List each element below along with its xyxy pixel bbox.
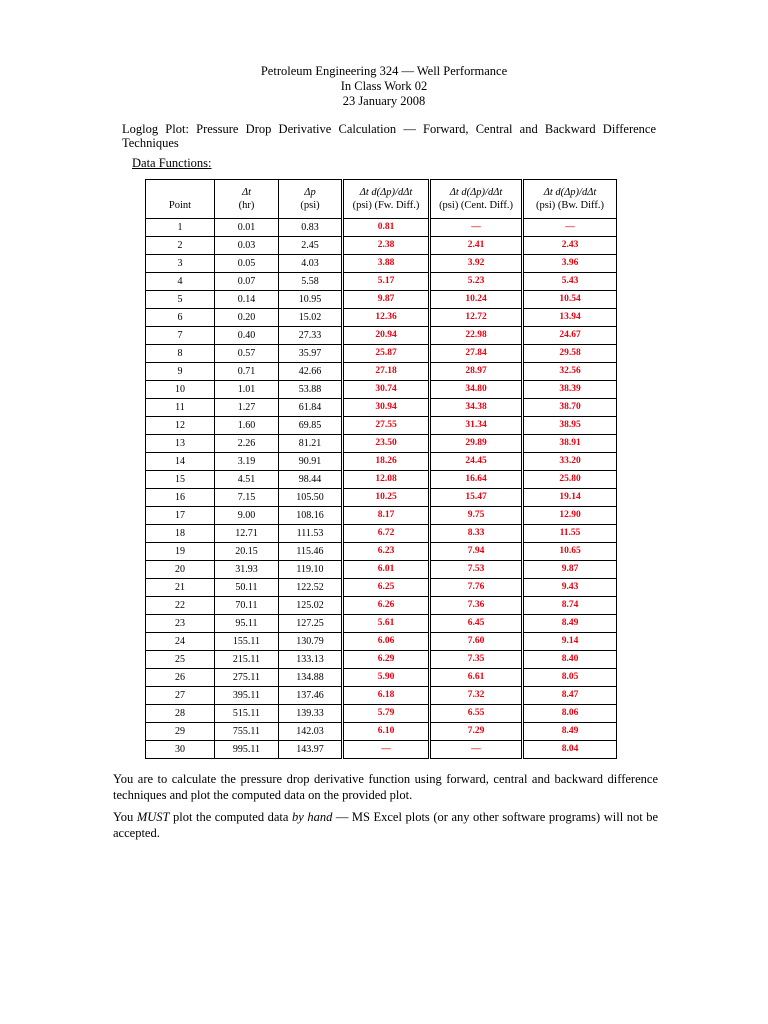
table-row <box>146 579 617 597</box>
cell-backward-diff: 33.20 <box>523 453 617 471</box>
header-point: Point <box>146 180 215 219</box>
cell-central-diff: 34.38 <box>430 399 523 417</box>
cell-forward-diff: 18.26 <box>343 453 430 471</box>
cell-backward-diff: 8.74 <box>523 597 617 615</box>
cell-point: 16 <box>146 489 215 507</box>
cell-delta-p: 130.79 <box>279 633 343 651</box>
cell-delta-p: 5.58 <box>279 273 343 291</box>
cell-backward-diff: 8.05 <box>523 669 617 687</box>
instruction-text: — MS Excel plots (or any other software programs) will not be accepted. <box>113 810 659 840</box>
cell-point: 5 <box>146 291 215 309</box>
cell-delta-p: 4.03 <box>279 255 343 273</box>
cell-forward-diff: 20.94 <box>343 327 430 345</box>
cell-forward-diff: 6.72 <box>343 525 430 543</box>
table-row <box>146 525 617 543</box>
cell-point: 21 <box>146 579 215 597</box>
cell-central-diff: 6.55 <box>430 705 523 723</box>
cell-central-diff: 10.24 <box>430 291 523 309</box>
cell-backward-diff: 38.95 <box>523 417 617 435</box>
cell-point: 9 <box>146 363 215 381</box>
assignment-title: In Class Work 02 <box>340 79 428 93</box>
cell-forward-diff: 6.26 <box>343 597 430 615</box>
document-header <box>0 64 768 109</box>
instruction-text: plot the computed data <box>169 810 292 824</box>
cell-central-diff: 27.84 <box>430 345 523 363</box>
cell-central-diff: 7.36 <box>430 597 523 615</box>
table-row <box>146 471 617 489</box>
cell-delta-p: 139.33 <box>279 705 343 723</box>
table-row <box>146 399 617 417</box>
cell-central-diff: 9.75 <box>430 507 523 525</box>
table-row <box>146 633 617 651</box>
cell-delta-p: 90.91 <box>279 453 343 471</box>
header-delta-t: Δt (hr) <box>215 180 279 219</box>
cell-forward-diff: 2.38 <box>343 237 430 255</box>
cell-central-diff: 7.32 <box>430 687 523 705</box>
cell-forward-diff: 9.87 <box>343 291 430 309</box>
cell-forward-diff: 3.88 <box>343 255 430 273</box>
table-row <box>146 687 617 705</box>
table-row <box>146 489 617 507</box>
cell-point: 11 <box>146 399 215 417</box>
data-table <box>145 179 617 759</box>
cell-point: 2 <box>146 237 215 255</box>
cell-central-diff: 31.34 <box>430 417 523 435</box>
header-backward-diff: Δt d(Δp)/dΔt (psi) (Bw. Diff.) <box>523 180 617 219</box>
cell-delta-p: 2.45 <box>279 237 343 255</box>
cell-backward-diff: 19.14 <box>523 489 617 507</box>
cell-forward-diff: 12.08 <box>343 471 430 489</box>
cell-forward-diff: 6.18 <box>343 687 430 705</box>
cell-delta-p: 53.88 <box>279 381 343 399</box>
data-functions-label: Data Functions: <box>132 156 212 170</box>
cell-forward-diff: 10.25 <box>343 489 430 507</box>
cell-forward-diff: 5.90 <box>343 669 430 687</box>
cell-delta-p: 69.85 <box>279 417 343 435</box>
cell-backward-diff: 3.96 <box>523 255 617 273</box>
cell-forward-diff: 5.17 <box>343 273 430 291</box>
cell-backward-diff: 5.43 <box>523 273 617 291</box>
cell-forward-diff: — <box>343 741 430 759</box>
emphasis-by-hand: by hand <box>291 810 333 824</box>
instruction-paragraph-2 <box>113 809 658 841</box>
cell-backward-diff: 8.49 <box>523 615 617 633</box>
cell-delta-p: 42.66 <box>279 363 343 381</box>
table-row <box>146 507 617 525</box>
table-row <box>146 597 617 615</box>
cell-delta-t: 0.71 <box>215 363 279 381</box>
cell-backward-diff: 8.49 <box>523 723 617 741</box>
cell-forward-diff: 6.10 <box>343 723 430 741</box>
cell-forward-diff: 6.06 <box>343 633 430 651</box>
cell-forward-diff: 30.74 <box>343 381 430 399</box>
cell-forward-diff: 6.23 <box>343 543 430 561</box>
cell-backward-diff: 11.55 <box>523 525 617 543</box>
course-title: Petroleum Engineering 324 — Well Performance <box>260 64 508 78</box>
cell-backward-diff: 38.91 <box>523 435 617 453</box>
cell-central-diff: — <box>430 741 523 759</box>
cell-backward-diff: 24.67 <box>523 327 617 345</box>
cell-forward-diff: 8.17 <box>343 507 430 525</box>
cell-central-diff: 7.76 <box>430 579 523 597</box>
cell-backward-diff: 13.94 <box>523 309 617 327</box>
cell-delta-p: 142.03 <box>279 723 343 741</box>
cell-delta-p: 127.25 <box>279 615 343 633</box>
cell-backward-diff: 8.47 <box>523 687 617 705</box>
cell-forward-diff: 6.29 <box>343 651 430 669</box>
table-row <box>146 327 617 345</box>
table-row <box>146 705 617 723</box>
cell-delta-p: 0.83 <box>279 219 343 237</box>
table-row <box>146 219 617 237</box>
cell-backward-diff: 32.56 <box>523 363 617 381</box>
table-row <box>146 381 617 399</box>
cell-delta-p: 81.21 <box>279 435 343 453</box>
cell-point: 24 <box>146 633 215 651</box>
cell-delta-t: 215.11 <box>215 651 279 669</box>
table-row <box>146 543 617 561</box>
cell-delta-t: 1.27 <box>215 399 279 417</box>
cell-delta-t: 31.93 <box>215 561 279 579</box>
table-row <box>146 273 617 291</box>
cell-delta-t: 0.57 <box>215 345 279 363</box>
cell-delta-p: 27.33 <box>279 327 343 345</box>
table-row <box>146 723 617 741</box>
cell-backward-diff: 38.70 <box>523 399 617 417</box>
cell-forward-diff: 23.50 <box>343 435 430 453</box>
cell-backward-diff: 29.58 <box>523 345 617 363</box>
instruction-paragraph-1: You are to calculate the pressure drop derivative function using forward, central and backward difference techniques and plot the computed data on the provided plot. <box>113 772 658 802</box>
table-row <box>146 741 617 759</box>
cell-point: 25 <box>146 651 215 669</box>
cell-backward-diff: 10.65 <box>523 543 617 561</box>
cell-delta-t: 9.00 <box>215 507 279 525</box>
cell-point: 23 <box>146 615 215 633</box>
cell-delta-p: 15.02 <box>279 309 343 327</box>
cell-central-diff: 3.92 <box>430 255 523 273</box>
cell-backward-diff: 9.87 <box>523 561 617 579</box>
cell-central-diff: 7.60 <box>430 633 523 651</box>
cell-backward-diff: 8.04 <box>523 741 617 759</box>
cell-point: 13 <box>146 435 215 453</box>
cell-delta-p: 111.53 <box>279 525 343 543</box>
cell-delta-t: 70.11 <box>215 597 279 615</box>
cell-forward-diff: 0.81 <box>343 219 430 237</box>
intro-text: Loglog Plot: Pressure Drop Derivative Calculation — Forward, Central and Backward Difference Techniques <box>122 122 656 150</box>
cell-point: 18 <box>146 525 215 543</box>
cell-delta-t: 0.01 <box>215 219 279 237</box>
table-row <box>146 651 617 669</box>
cell-central-diff: — <box>430 219 523 237</box>
cell-central-diff: 16.64 <box>430 471 523 489</box>
cell-point: 27 <box>146 687 215 705</box>
cell-backward-diff: 25.80 <box>523 471 617 489</box>
cell-point: 10 <box>146 381 215 399</box>
cell-forward-diff: 30.94 <box>343 399 430 417</box>
cell-central-diff: 7.29 <box>430 723 523 741</box>
cell-central-diff: 7.94 <box>430 543 523 561</box>
cell-backward-diff: 38.39 <box>523 381 617 399</box>
emphasis-must: MUST <box>136 810 170 824</box>
cell-point: 22 <box>146 597 215 615</box>
document-date: 23 January 2008 <box>342 94 426 108</box>
cell-delta-t: 0.14 <box>215 291 279 309</box>
cell-delta-p: 133.13 <box>279 651 343 669</box>
cell-central-diff: 22.98 <box>430 327 523 345</box>
cell-delta-t: 95.11 <box>215 615 279 633</box>
cell-delta-t: 755.11 <box>215 723 279 741</box>
cell-central-diff: 8.33 <box>430 525 523 543</box>
cell-backward-diff: 8.06 <box>523 705 617 723</box>
table-row <box>146 255 617 273</box>
cell-forward-diff: 12.36 <box>343 309 430 327</box>
cell-point: 28 <box>146 705 215 723</box>
cell-delta-t: 20.15 <box>215 543 279 561</box>
header-delta-p: Δp (psi) <box>279 180 343 219</box>
cell-point: 30 <box>146 741 215 759</box>
table-row <box>146 417 617 435</box>
cell-central-diff: 29.89 <box>430 435 523 453</box>
cell-backward-diff: 8.40 <box>523 651 617 669</box>
cell-delta-t: 1.01 <box>215 381 279 399</box>
cell-central-diff: 5.23 <box>430 273 523 291</box>
cell-backward-diff: — <box>523 219 617 237</box>
cell-central-diff: 7.53 <box>430 561 523 579</box>
cell-delta-p: 61.84 <box>279 399 343 417</box>
cell-delta-t: 0.05 <box>215 255 279 273</box>
table-row <box>146 291 617 309</box>
cell-delta-t: 3.19 <box>215 453 279 471</box>
table-header-row <box>146 180 617 219</box>
cell-delta-p: 105.50 <box>279 489 343 507</box>
cell-delta-t: 7.15 <box>215 489 279 507</box>
cell-backward-diff: 12.90 <box>523 507 617 525</box>
table-body <box>146 219 617 759</box>
cell-central-diff: 6.45 <box>430 615 523 633</box>
cell-central-diff: 34.80 <box>430 381 523 399</box>
cell-point: 4 <box>146 273 215 291</box>
cell-point: 26 <box>146 669 215 687</box>
cell-delta-p: 134.88 <box>279 669 343 687</box>
cell-point: 15 <box>146 471 215 489</box>
cell-delta-t: 12.71 <box>215 525 279 543</box>
cell-delta-t: 275.11 <box>215 669 279 687</box>
cell-delta-p: 35.97 <box>279 345 343 363</box>
cell-central-diff: 2.41 <box>430 237 523 255</box>
cell-point: 3 <box>146 255 215 273</box>
table-row <box>146 345 617 363</box>
cell-backward-diff: 9.43 <box>523 579 617 597</box>
cell-central-diff: 12.72 <box>430 309 523 327</box>
cell-backward-diff: 10.54 <box>523 291 617 309</box>
cell-delta-t: 155.11 <box>215 633 279 651</box>
table-row <box>146 309 617 327</box>
cell-central-diff: 6.61 <box>430 669 523 687</box>
cell-point: 14 <box>146 453 215 471</box>
cell-delta-t: 4.51 <box>215 471 279 489</box>
cell-point: 12 <box>146 417 215 435</box>
cell-delta-p: 108.16 <box>279 507 343 525</box>
cell-forward-diff: 25.87 <box>343 345 430 363</box>
cell-central-diff: 28.97 <box>430 363 523 381</box>
cell-forward-diff: 27.55 <box>343 417 430 435</box>
cell-delta-t: 0.03 <box>215 237 279 255</box>
cell-delta-p: 125.02 <box>279 597 343 615</box>
table-row <box>146 561 617 579</box>
cell-point: 7 <box>146 327 215 345</box>
table-row <box>146 363 617 381</box>
cell-point: 1 <box>146 219 215 237</box>
cell-delta-t: 0.20 <box>215 309 279 327</box>
cell-delta-t: 1.60 <box>215 417 279 435</box>
cell-forward-diff: 27.18 <box>343 363 430 381</box>
cell-delta-t: 50.11 <box>215 579 279 597</box>
table-row <box>146 669 617 687</box>
table-row <box>146 435 617 453</box>
cell-point: 19 <box>146 543 215 561</box>
cell-delta-t: 2.26 <box>215 435 279 453</box>
instruction-text: You <box>113 810 137 824</box>
cell-delta-p: 115.46 <box>279 543 343 561</box>
table-row <box>146 615 617 633</box>
cell-point: 6 <box>146 309 215 327</box>
cell-delta-p: 122.52 <box>279 579 343 597</box>
table-row <box>146 453 617 471</box>
cell-central-diff: 24.45 <box>430 453 523 471</box>
cell-central-diff: 7.35 <box>430 651 523 669</box>
cell-forward-diff: 5.79 <box>343 705 430 723</box>
cell-delta-p: 143.97 <box>279 741 343 759</box>
header-forward-diff: Δt d(Δp)/dΔt (psi) (Fw. Diff.) <box>343 180 430 219</box>
cell-delta-t: 0.40 <box>215 327 279 345</box>
cell-delta-p: 119.10 <box>279 561 343 579</box>
cell-forward-diff: 6.25 <box>343 579 430 597</box>
cell-forward-diff: 5.61 <box>343 615 430 633</box>
cell-backward-diff: 9.14 <box>523 633 617 651</box>
cell-point: 29 <box>146 723 215 741</box>
header-central-diff: Δt d(Δp)/dΔt (psi) (Cent. Diff.) <box>430 180 523 219</box>
cell-delta-p: 98.44 <box>279 471 343 489</box>
cell-point: 17 <box>146 507 215 525</box>
cell-delta-t: 995.11 <box>215 741 279 759</box>
cell-delta-t: 395.11 <box>215 687 279 705</box>
cell-backward-diff: 2.43 <box>523 237 617 255</box>
table-row <box>146 237 617 255</box>
cell-point: 8 <box>146 345 215 363</box>
cell-point: 20 <box>146 561 215 579</box>
cell-delta-p: 137.46 <box>279 687 343 705</box>
cell-delta-t: 0.07 <box>215 273 279 291</box>
cell-forward-diff: 6.01 <box>343 561 430 579</box>
cell-delta-p: 10.95 <box>279 291 343 309</box>
cell-central-diff: 15.47 <box>430 489 523 507</box>
cell-delta-t: 515.11 <box>215 705 279 723</box>
